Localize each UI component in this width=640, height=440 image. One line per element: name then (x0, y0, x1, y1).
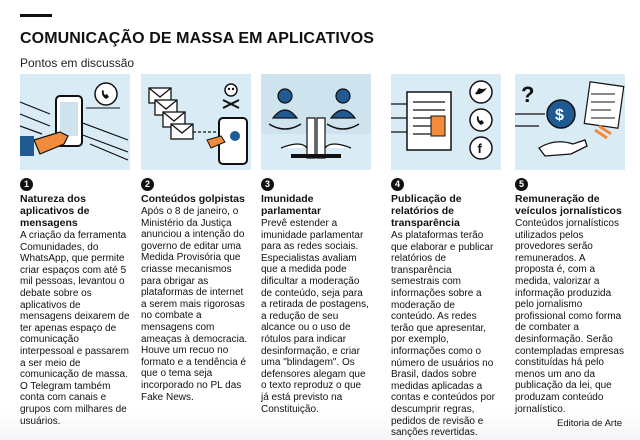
item-number-badge: 3 (261, 178, 274, 191)
item-column-1 (20, 74, 130, 427)
title-rule (20, 14, 52, 17)
svg-text:$: $ (555, 107, 564, 124)
scam-messages-icon (141, 74, 251, 170)
item-heading: Conteúdos golpistas (141, 193, 245, 205)
item-number-badge: 1 (20, 178, 33, 191)
report-social-icon (391, 74, 501, 170)
credit-line: Editoria de Arte (557, 418, 622, 429)
hand-holding-phone-icon (20, 74, 130, 170)
item-body: Após o 8 de janeiro, o Ministério da Justiça anunciou a intenção do governo de editar uma Medida Provisória que criasse mecanismos para obrigar as plataformas de internet a serem mais rigorosas no combate a mensagens com ameaças à democracia. Houve um recuo no formato e a tendência é que o tema seja incorporado no PL das Fake News. (141, 206, 248, 403)
item-column-5 (515, 74, 625, 415)
svg-text:?: ? (521, 82, 535, 107)
parliament-icon (261, 74, 371, 170)
item-heading: Imunidade parlamentar (261, 193, 322, 217)
page-title: COMUNICAÇÃO DE MASSA EM APLICATIVOS (20, 30, 375, 47)
money-hand-icon (515, 74, 625, 170)
item-column-4 (391, 74, 501, 439)
item-heading: Natureza dos aplicativos de mensagens (20, 193, 90, 229)
item-number-badge: 4 (391, 178, 404, 191)
item-column-2 (141, 74, 251, 403)
item-heading: Remuneração de veículos jornalísticos (515, 193, 622, 217)
item-number-badge: 2 (141, 178, 154, 191)
item-body: As plataformas terão que elaborar e publicar relatórios de transparência semestrais com informações sobre a moderação de conteúdo. As redes terão que apresentar, por exemplo, informações como o número de usuários no Brasil, dados sobre medidas aplicadas a contas e conteúdos por descumprir regras, pedidos de revisão e sanções revertidas. (391, 230, 495, 439)
page-subtitle: Pontos em discussão (20, 56, 135, 70)
item-column-3 (261, 74, 371, 415)
item-body: Conteúdos jornalísticos utilizados pelos provedores serão remunerados. A proposta é, com a medida, valorizar a informação produzida pelo jornalismo profissional como forma de combater a desinformação. Serão contempladas empresas constituídas há pelo menos um ano da publicação da lei, que produzam conteúdo jornalístico. (515, 218, 624, 415)
item-body: A criação da ferramenta Comunidades, do WhatsApp, que permite criar espaços com até 5 mil pessoas, levantou o debate sobre os aplicativos de mensagens deixarem de ter apenas espaço de comunicação interpessoal e passarem a ser meio de comunicação de massa. O Telegram também conta com canais e grupos com milhares de usuários. (20, 230, 130, 427)
item-number-badge: 5 (515, 178, 528, 191)
item-heading: Publicação de relatórios de transparência (391, 193, 462, 229)
svg-text:f: f (477, 141, 482, 156)
item-body: Prevê estender a imunidade parlamentar para as redes sociais. Especialistas avaliam que a medida pode dificultar a moderação de conteúdo, seja para a retirada de postagens, a redução de seu alcance ou o uso de rótulos para indicar desinformação, e criar uma "blindagem". Os defensores alegam que o texto reproduz o que já está previsto na Constituição. (261, 218, 369, 415)
